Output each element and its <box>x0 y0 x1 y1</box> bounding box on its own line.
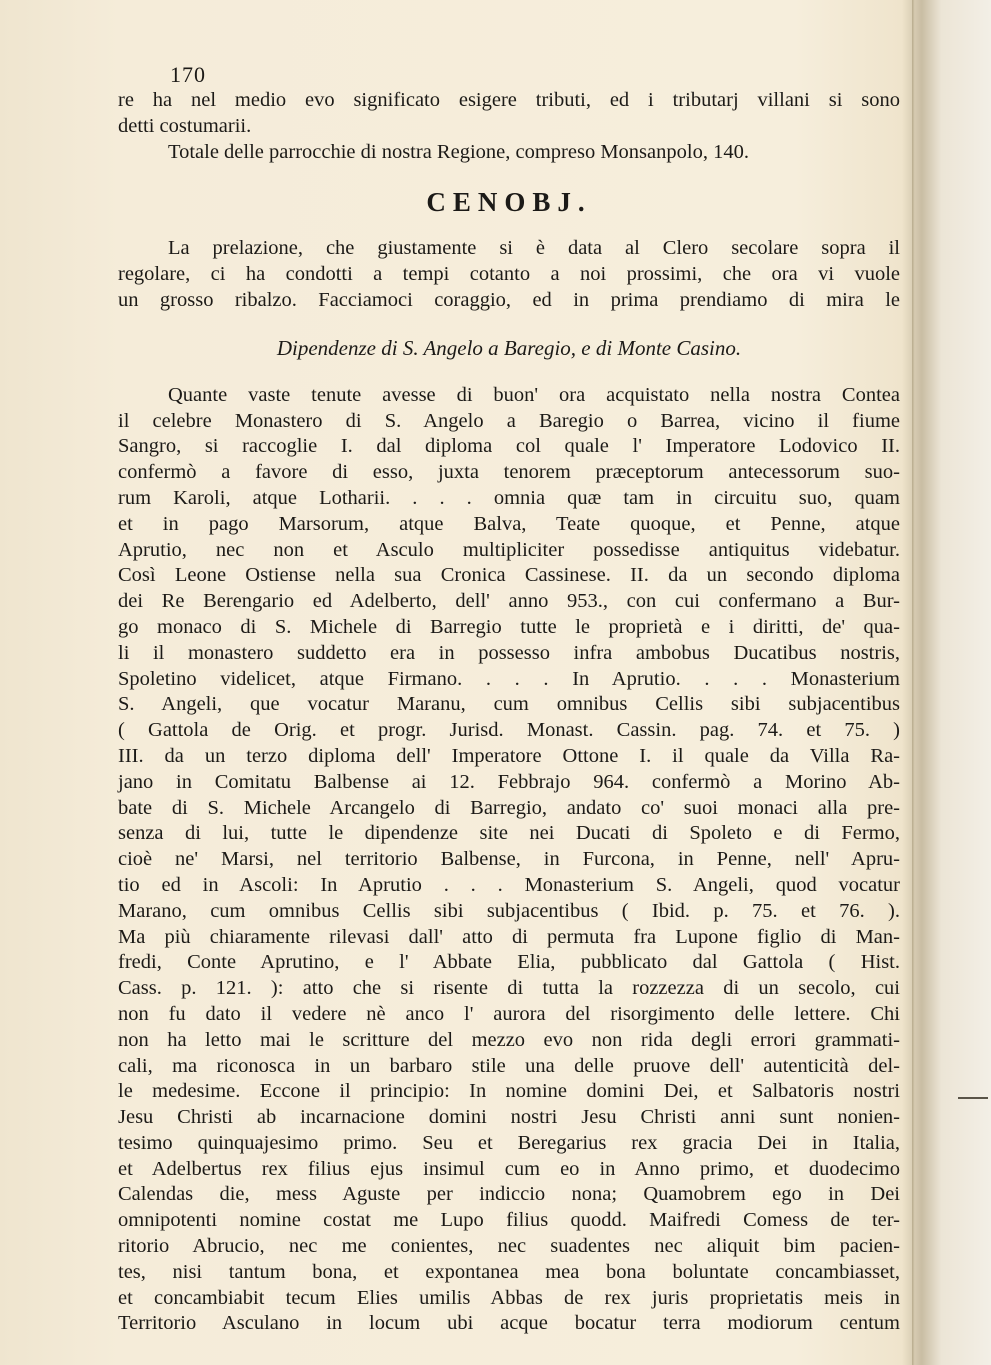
text-line: le medesime. Eccone il principio: In nomine domini Dei, et Salbatoris nostri <box>118 1080 900 1103</box>
text-line: non fu dato il vedere nè anco l' aurora del risorgimento delle lettere. Chi <box>118 1002 900 1025</box>
text-line: dei Re Berengario ed Adelberto, dell' anno 953., con cui confermano a Bur- <box>118 590 900 613</box>
section-heading: CENOBJ. <box>426 187 592 218</box>
text-block <box>118 62 900 1337</box>
page-gutter <box>912 0 915 1365</box>
text-line: III. da un terzo diploma dell' Imperatore Ottone I. il quale da Villa Ra- <box>118 744 900 767</box>
text-line: fredi, Conte Aprutino, e l' Abbate Elia, pubblicato dal Gattola ( Hist. <box>118 951 900 974</box>
text-line: li il monastero suddetto era in possesso infra ambobus Ducatibus nostris, <box>118 641 900 664</box>
text-line: tesimo quinquajesimo primo. Seu et Beregarius rex gracia Dei in Italia, <box>118 1131 900 1154</box>
text-line: confermò a favore di esso, juxta tenorem præceptorum antecessorum suo- <box>118 461 900 484</box>
text-line: non ha letto mai le scritture del mezzo evo non rida degli errori grammati- <box>118 1028 900 1051</box>
subsection-heading: Dipendenze di S. Angelo a Baregio, e di Monte Casino. <box>276 335 742 360</box>
text-line: Ma più chiaramente rilevasi dall' atto di permuta fra Lupone figlio di Man- <box>118 925 900 948</box>
text-line: tes, nisi tantum bona, et expontanea mea bona boluntate concambiasset, <box>118 1260 900 1283</box>
total-line: Totale delle parrocchie di nostra Regione, compreso Monsanpolo, 140. <box>168 140 749 163</box>
text-line: ritorio Abrucio, nec me conientes, nec suadentes nec aliquit bim pacien- <box>118 1235 900 1258</box>
text-line: Così Leone Ostiense nella sua Cronica Cassinese. II. da un secondo diploma <box>118 564 900 587</box>
text-line: cioè ne' Marsi, nel territorio Balbense, in Furcona, in Penne, nell' Apru- <box>118 848 900 871</box>
text-line: detti costumarii. <box>118 114 252 137</box>
text-line: senza di lui, tutte le dipendenze site nei Ducati di Spoleto e di Fermo, <box>118 822 900 845</box>
text-line: et in pago Marsorum, atque Balva, Teate quoque, et Penne, atque <box>118 512 900 535</box>
text-line: Marano, cum omnibus Cellis sibi subjacentibus ( Ibid. p. 75. et 76. ). <box>118 899 900 922</box>
text-line: ( Gattola de Orig. et progr. Jurisd. Monast. Cassin. pag. 74. et 75. ) <box>118 719 900 742</box>
opening-paragraph <box>118 88 900 165</box>
text-line: Jesu Christi ab incarnacione domini nostri Jesu Christi anni sunt nonien- <box>118 1106 900 1129</box>
text-line: tio ed in Ascoli: In Aprutio . . . Monasterium S. Angeli, quod vocatur <box>118 873 900 896</box>
text-line: rum Karoli, atque Lotharii. . . . omnia quæ tam in circuitu suo, quam <box>118 486 900 509</box>
body-paragraph <box>118 383 900 1337</box>
text-line: cali, ma riconosca in un barbaro stile una delle pruove dell' autenticità del- <box>118 1054 900 1077</box>
text-line: La prelazione, che giustamente si è data al Clero secolare sopra il <box>168 237 900 260</box>
text-line: Aprutio, nec non et Asculo multipliciter possedisse antiquitus videbatur. <box>118 538 900 561</box>
text-line: Quante vaste tenute avesse di buon' ora acquistato nella nostra Contea <box>168 383 900 406</box>
text-line: re ha nel medio evo significato esigere tributi, ed i tributarj villani si sono <box>118 89 900 111</box>
page-number: 170 <box>170 62 206 87</box>
text-line: Cass. p. 121. ): atto che si risente di tutta la rozzezza di un secolo, cui <box>118 977 900 1000</box>
text-line: Spoletino videlicet, atque Firmano. . . . In Aprutio. . . . Monasterium <box>118 667 900 690</box>
text-line: Calendas die, mess Aguste per indiccio nona; Quamobrem ego in Dei <box>118 1183 900 1206</box>
text-line: go monaco di S. Michele di Barregio tutte le proprietà e i diritti, de' qua- <box>118 615 900 638</box>
text-line: et concambiabit tecum Elies umilis Abbas de rex juris proprietatis meis in <box>118 1286 900 1309</box>
text-line: omnipotenti nomine costat me Lupo filius quodd. Maifredi Comess de ter- <box>118 1209 900 1232</box>
text-line: regolare, ci ha condotti a tempi cotanto a noi prossimi, che ora vi vuole <box>118 263 900 286</box>
text-line: jano in Comitatu Balbense ai 12. Febbrajo 964. confermò a Morino Ab- <box>118 770 900 793</box>
edge-mark <box>958 1097 988 1099</box>
text-line: un grosso ribalzo. Facciamoci coraggio, ed in prima prendiamo di mira le <box>118 288 900 311</box>
text-line: Sangro, si raccoglie I. dal diploma col quale l' Imperatore Lodovico II. <box>118 435 900 458</box>
text-line: bate di S. Michele Arcangelo di Barregio, andato co' suoi monaci alla pre- <box>118 796 900 819</box>
text-line: Territorio Asculano in locum ubi acque bocatur terra modiorum centum <box>118 1312 900 1335</box>
intro-paragraph <box>118 236 900 313</box>
text-line: et Adelbertus rex filius ejus insimul cum eo in Anno primo, et duodecimo <box>118 1157 900 1180</box>
text-line: il celebre Monastero di S. Angelo a Baregio o Barrea, vicino il fiume <box>118 409 900 432</box>
text-line: S. Angeli, que vocatur Maranu, cum omnibus Cellis sibi subjacentibus <box>118 693 900 716</box>
